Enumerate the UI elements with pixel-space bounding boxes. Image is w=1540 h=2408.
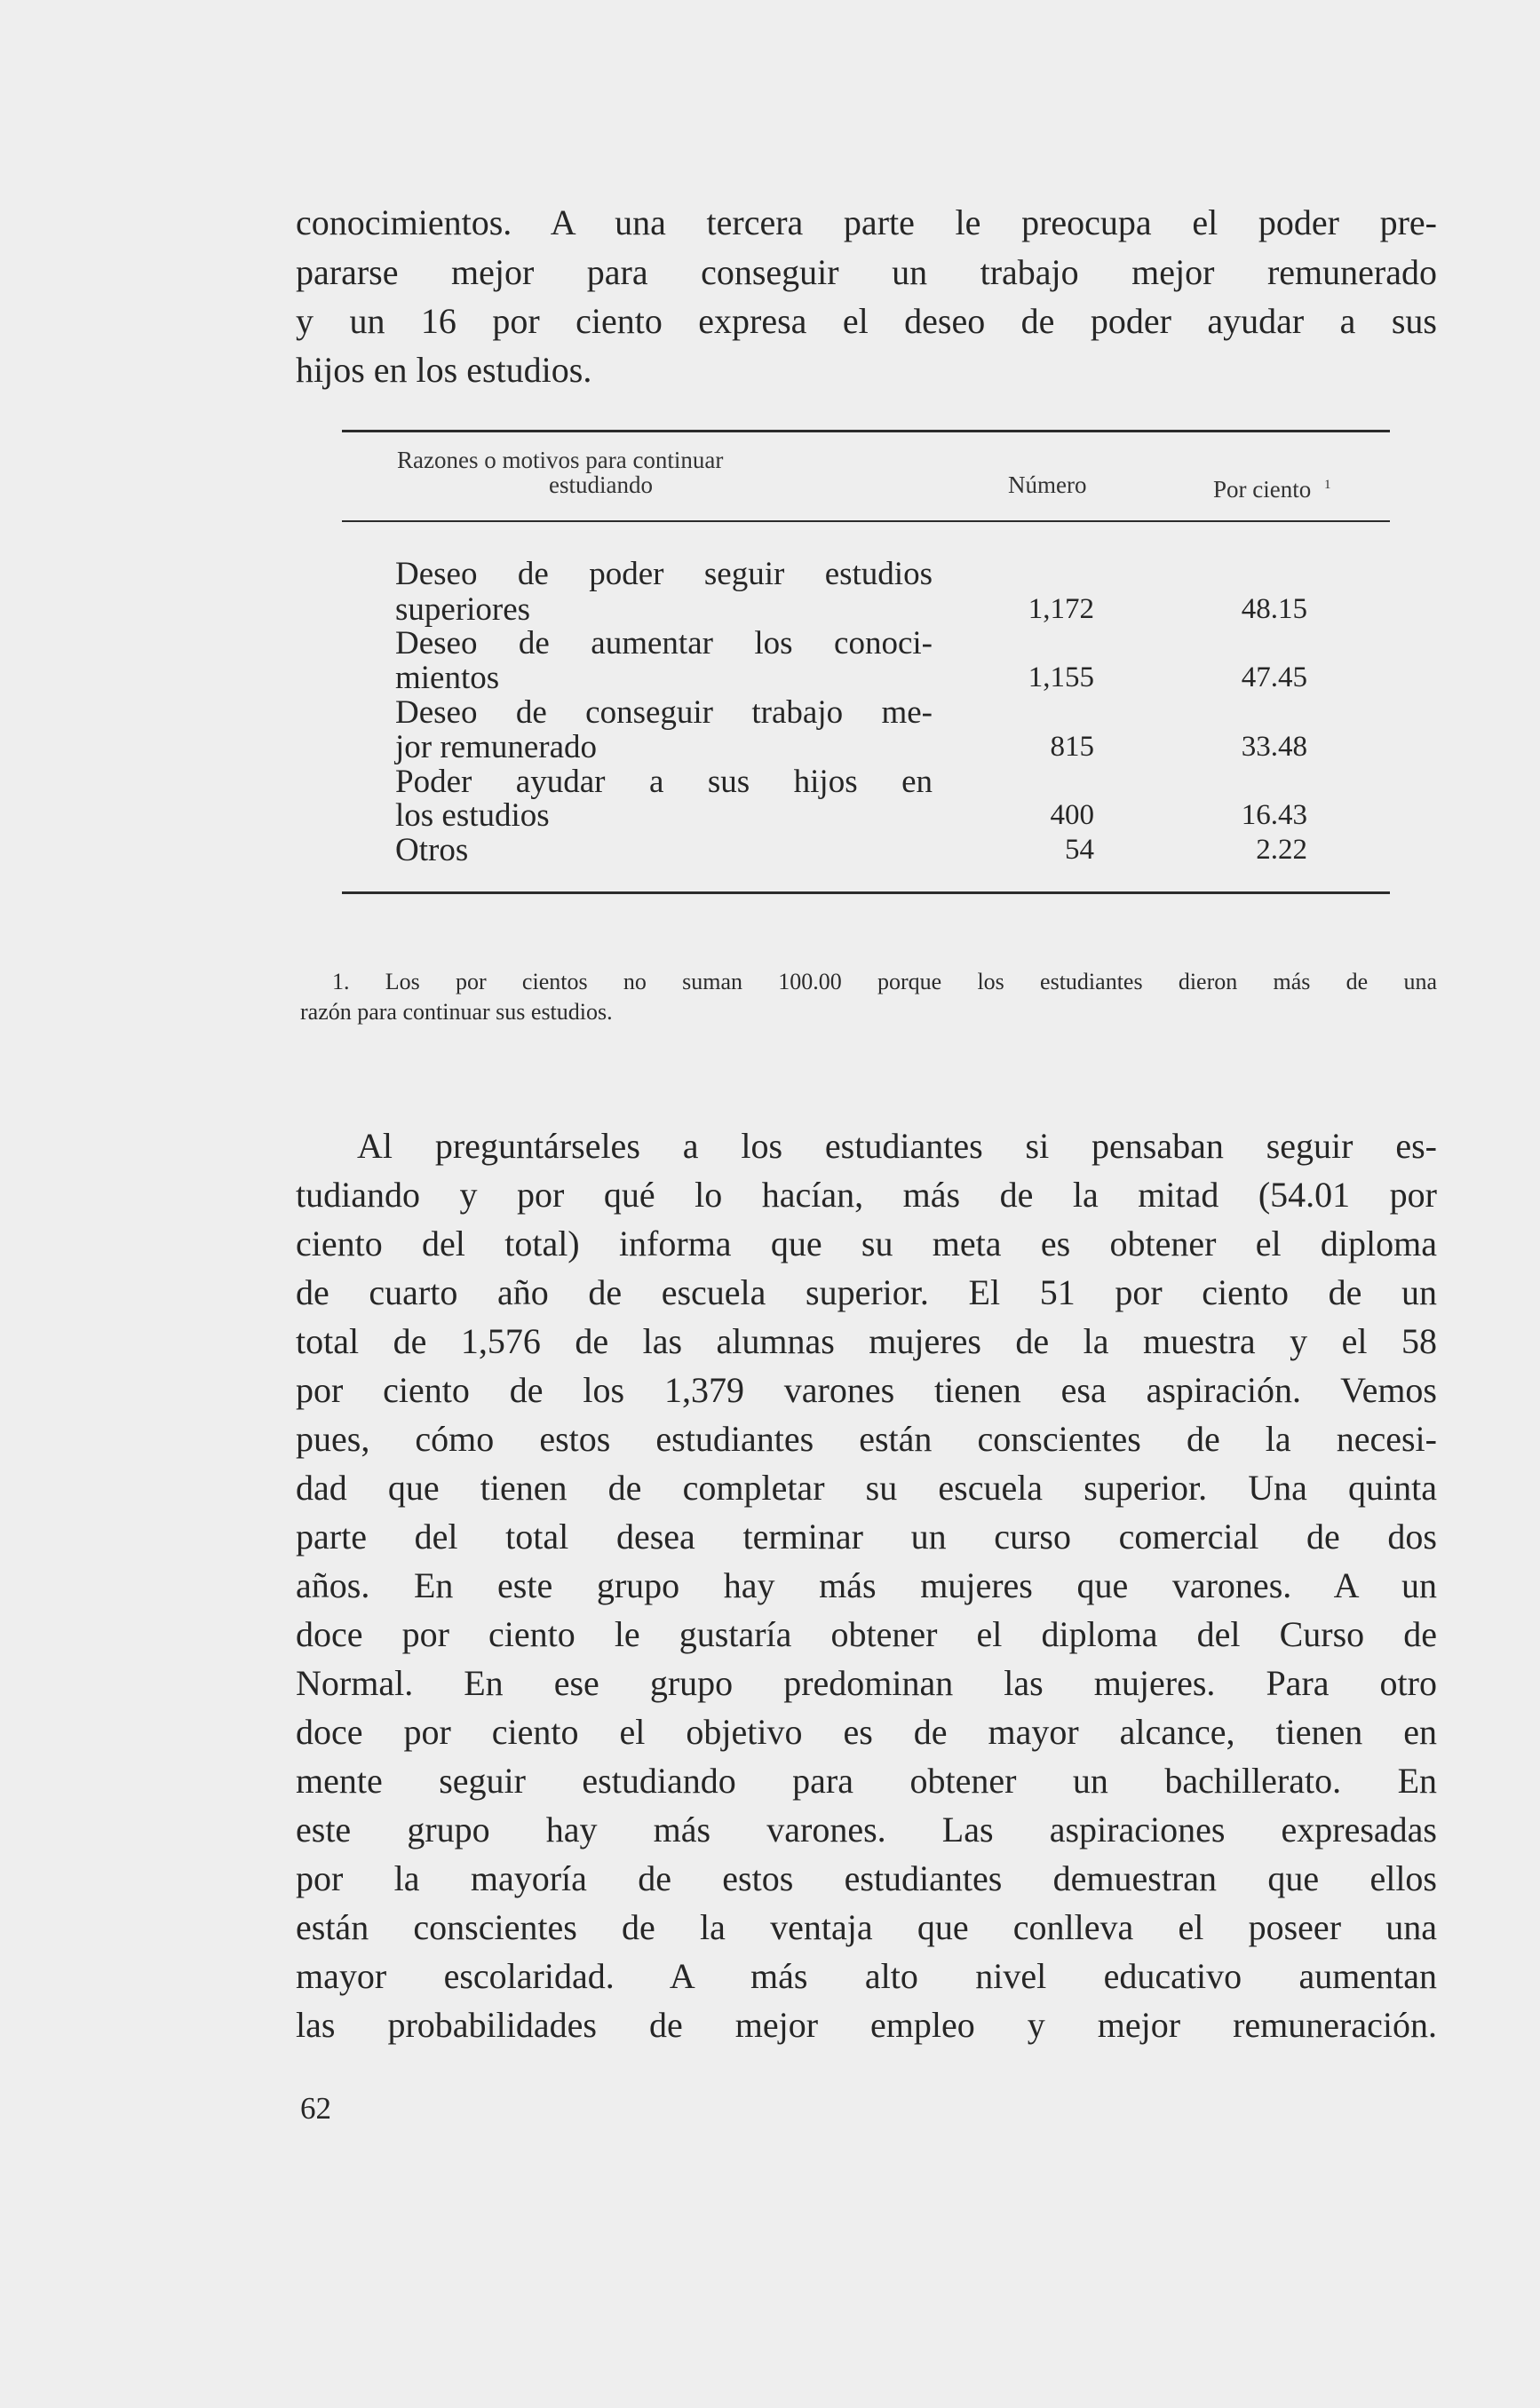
reason-line1: Otros xyxy=(395,832,469,868)
footnote-marker: 1 xyxy=(1323,478,1331,492)
paragraph-line: y un 16 por ciento expresa el deseo de poder ayudar a sus xyxy=(296,301,1437,341)
table-header-rule xyxy=(342,520,1390,522)
reason-line2: mientos xyxy=(395,660,500,696)
footnote-line: razón para continuar sus estudios. xyxy=(300,999,613,1025)
paragraph-line: Al preguntárseles a los estudiantes si pensaban seguir es- xyxy=(357,1126,1437,1166)
paragraph-line: este grupo hay más varones. Las aspiraciones expresadas xyxy=(296,1810,1437,1850)
row-percent: 16.43 xyxy=(1241,799,1307,831)
paragraph-line: tudiando y por qué lo hacían, más de la mitad (54.01 por xyxy=(296,1175,1437,1215)
row-percent: 2.22 xyxy=(1256,834,1307,866)
paragraph-line: parte del total desea terminar un curso comercial de dos xyxy=(296,1517,1437,1556)
reason-line2: los estudios xyxy=(395,797,550,834)
paragraph-line: doce por ciento le gustaría obtener el diploma del Curso de xyxy=(296,1614,1437,1654)
paragraph-line: mayor escolaridad. A más alto nivel educativo aumentan xyxy=(296,1956,1437,1996)
row-percent: 33.48 xyxy=(1241,731,1307,763)
paragraph-line: Normal. En ese grupo predominan las mujeres. Para otro xyxy=(296,1663,1437,1703)
paragraph-line: las probabilidades de mejor empleo y mejor remuneración. xyxy=(296,2005,1437,2045)
paragraph-line: ciento del total) informa que su meta es obtener el diploma xyxy=(296,1224,1437,1263)
paragraph-line: años. En este grupo hay más mujeres que varones. A un xyxy=(296,1565,1437,1605)
row-percent: 47.45 xyxy=(1241,661,1307,693)
reason-line1: Deseo de aumentar los conoci- xyxy=(395,625,933,661)
paragraph-line: de cuarto año de escuela superior. El 51 por ciento de un xyxy=(296,1272,1437,1312)
reason-line1: Poder ayudar a sus hijos en xyxy=(395,764,933,800)
row-number: 54 xyxy=(1065,834,1094,866)
row-number: 815 xyxy=(1050,731,1094,763)
row-percent: 48.15 xyxy=(1241,593,1307,625)
paragraph-line: total de 1,576 de las alumnas mujeres de la muestra y el 58 xyxy=(296,1321,1437,1361)
reason-line2: superiores xyxy=(395,591,531,628)
row-number: 1,172 xyxy=(1028,593,1094,625)
row-number: 1,155 xyxy=(1028,661,1094,693)
page-number: 62 xyxy=(300,2091,331,2126)
paragraph-line: hijos en los estudios. xyxy=(296,350,592,390)
table-header-number: Número xyxy=(1008,471,1087,498)
footnote-line: 1. Los por cientos no suman 100.00 porque los estudiantes dieron más de una xyxy=(332,969,1437,994)
table-header-reasons-line2: estudiando xyxy=(549,471,653,498)
reason-line1: Deseo de conseguir trabajo me- xyxy=(395,694,933,731)
table-header-reasons-line1: Razones o motivos para continuar xyxy=(397,447,724,473)
table-bottom-rule xyxy=(342,891,1390,894)
table-header-percent-label: Por ciento xyxy=(1213,476,1312,503)
reason-line2: jor remunerado xyxy=(395,729,598,765)
reason-line1: Deseo de poder seguir estudios xyxy=(395,556,933,592)
table-top-rule xyxy=(342,430,1390,432)
paragraph-line: pararse mejor para conseguir un trabajo mejor remunerado xyxy=(296,252,1437,292)
paragraph-line: conocimientos. A una tercera parte le preocupa el poder pre- xyxy=(296,202,1437,242)
row-number: 400 xyxy=(1050,799,1094,831)
paragraph-line: mente seguir estudiando para obtener un bachillerato. En xyxy=(296,1761,1437,1801)
paragraph-line: doce por ciento el objetivo es de mayor alcance, tienen en xyxy=(296,1712,1437,1752)
table-header-percent xyxy=(1213,471,1330,503)
paragraph-line: por ciento de los 1,379 varones tienen esa aspiración. Vemos xyxy=(296,1370,1437,1410)
paragraph-line: pues, cómo estos estudiantes están conscientes de la necesi- xyxy=(296,1419,1437,1459)
paragraph-line: están conscientes de la ventaja que conlleva el poseer una xyxy=(296,1907,1437,1947)
paragraph-line: por la mayoría de estos estudiantes demuestran que ellos xyxy=(296,1858,1437,1898)
paragraph-line: dad que tienen de completar su escuela superior. Una quinta xyxy=(296,1468,1437,1508)
